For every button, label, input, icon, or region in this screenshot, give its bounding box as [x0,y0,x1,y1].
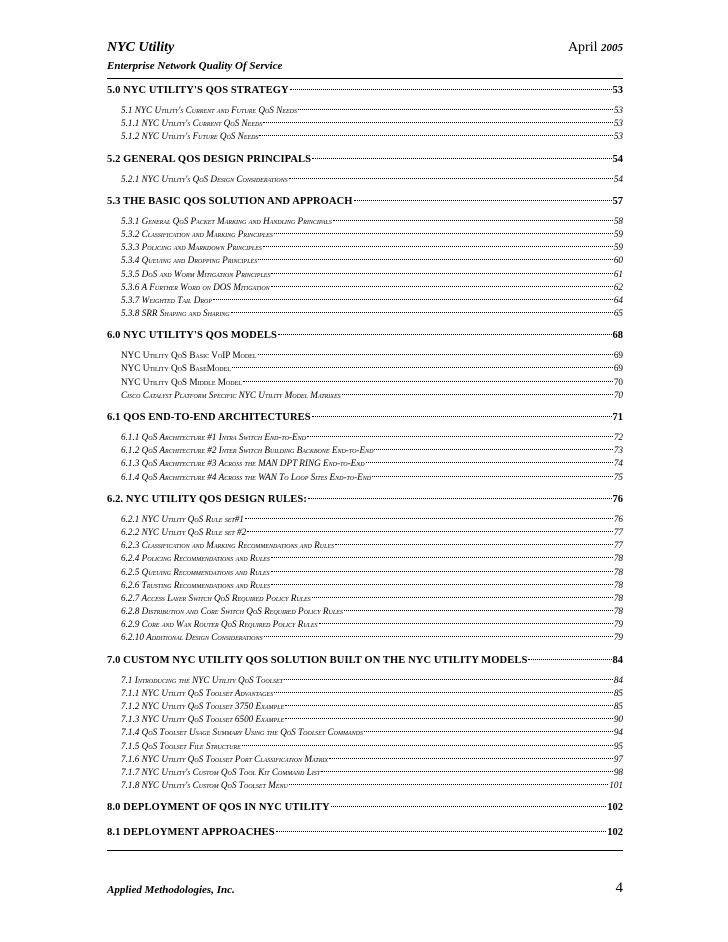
toc-entry-title: 6.1 QOS END-TO-END ARCHITECTURES [107,412,311,423]
toc-entry-title: 6.1.3 QoS Architecture #3 Across the MAN DPT RING End-to-End [121,458,365,469]
toc-page-number: 101 [609,780,623,791]
toc-page-number: 71 [612,412,623,423]
toc-subsection-entry[interactable] [107,254,623,267]
toc-subsection-entry[interactable] [107,241,623,254]
toc-page-number: 84 [612,654,623,666]
toc-page-number: 73 [613,445,623,456]
toc-dot-leader [231,312,613,313]
toc-dot-leader [242,745,613,746]
toc-entry-title: 6.2.8 Distribution and Core Switch QoS Required Policy Rules [121,606,343,617]
toc-subsection-entry[interactable] [107,592,623,605]
toc-dot-leader [232,367,613,368]
toc-entry-title: 6.2.2 NYC Utility QoS Rule set #2 [121,526,247,537]
toc-dot-leader [374,449,612,450]
toc-page-number: 94 [613,727,623,738]
toc-subsection-entry[interactable] [107,349,623,362]
toc-subsection-entry[interactable] [107,173,623,186]
toc-page-number: 77 [613,526,623,537]
toc-page-number: 78 [613,592,623,603]
toc-entry-title: 6.2. NYC UTILITY QOS DESIGN RULES: [107,493,307,505]
toc-entry-title: 6.1.2 QoS Architecture #2 Inter Switch Building Backbone End-to-End [121,445,374,456]
header-rule [107,78,623,79]
toc-entry-title: 6.2.10 Additional Design Considerations [121,632,263,643]
toc-subsection-entry[interactable] [107,631,623,644]
toc-page-number: 60 [613,255,623,266]
toc-entry-title: 7.1.2 NYC Utility QoS Toolset 3750 Example [121,701,285,711]
toc-dot-leader [263,246,613,247]
toc-dot-leader [284,679,613,680]
toc-page-number: 59 [613,242,623,253]
toc-entry-title: 5.3.3 Policing and Markdown Principles [121,242,262,253]
toc-page-number: 58 [613,215,623,226]
toc-dot-leader [258,354,613,355]
toc-page-number: 77 [613,540,623,551]
toc-entry-title: 5.3.1 General QoS Packet Marking and Handling Principals [121,215,332,226]
header-month: April [567,40,598,55]
toc-page-number: 79 [613,619,623,630]
toc-subsection-entry[interactable] [107,376,623,389]
toc-dot-leader [259,135,612,136]
toc-page-number: 68 [612,330,623,342]
toc-entry-title: NYC Utility QoS Middle Model [121,376,242,387]
toc-dot-leader [213,299,613,300]
toc-page-number: 102 [607,827,623,839]
toc-dot-leader [321,771,613,772]
toc-subsection-entry[interactable] [107,539,623,552]
toc-entry-title: 5.2 GENERAL QOS DESIGN PRINCIPALS [107,153,312,165]
toc-dot-leader [290,89,612,90]
toc-subsection-entry[interactable] [107,726,623,739]
toc-page-number: 78 [613,553,623,564]
toc-page-number: 72 [613,432,623,442]
toc-entry-title: 6.1.4 QoS Architecture #4 Across the WAN To Loop Sites End-to-End [121,471,372,482]
toc-dot-leader [335,544,613,545]
toc-entry-title: 5.1.1 NYC Utility's Current QoS Needs [121,118,263,129]
toc-subsection-entry[interactable] [107,566,623,579]
toc-subsection-entry[interactable] [107,130,623,143]
toc-page-number: 57 [612,195,623,207]
toc-entry-title: 7.1 Introducing the NYC Utility QoS Toolset [121,674,284,685]
toc-dot-leader [307,436,613,437]
toc-dot-leader [331,806,607,807]
toc-page-number: 84 [613,674,623,685]
toc-section-entry[interactable] [107,82,623,100]
toc-entry-title: 5.3.7 Weighted Tail Drop [121,294,212,305]
toc-page-number: 61 [613,268,623,279]
header-date [568,40,623,56]
toc-entry-title: 6.2.5 Queuing Recommendations and Rules [121,566,270,577]
toc-dot-leader [298,109,613,110]
toc-dot-leader [366,462,613,463]
toc-page-number: 69 [613,350,623,361]
toc-subsection-entry[interactable] [107,431,623,444]
toc-dot-leader [364,731,613,732]
toc-entry-title: 5.2.1 NYC Utility's QoS Design Considerations [121,173,288,184]
toc-page-number: 70 [613,389,623,400]
toc-section-entry[interactable] [107,193,623,211]
toc-page-number: 102 [607,802,623,814]
header-subtitle: Enterprise Network Quality Of Service [107,60,283,72]
toc-entry-title: 6.2.4 Policing Recommendations and Rules [121,553,270,564]
toc-entry-title: 6.1.1 QoS Architecture #1 Intra Switch End-to-End [121,432,306,442]
toc-dot-leader [354,200,612,201]
toc-subsection-entry[interactable] [107,444,623,457]
toc-entry-title: 6.2.6 Trusting Recommendations and Rules [121,579,271,590]
toc-page-number: 70 [613,376,623,387]
toc-entry-title: 7.1.4 QoS Toolset Usage Summary Using the QoS Toolset Commands [121,727,363,738]
toc-dot-leader [271,273,612,274]
toc-dot-leader [271,571,613,572]
toc-page-number: 97 [613,753,623,764]
toc-section-entry[interactable] [107,491,623,509]
toc-dot-leader [243,381,613,382]
toc-entry-title: 5.1 NYC Utility's Current and Future QoS Needs [121,105,297,115]
toc-dot-leader [285,718,613,719]
toc-page-number: 98 [613,766,623,777]
toc-dot-leader [289,178,613,179]
toc-entry-title: 7.1.6 NYC Utility QoS Toolset Port Classification Matrix [121,753,329,764]
toc-dot-leader [329,758,613,759]
toc-page-number: 75 [613,471,623,482]
toc-entry-title: 5.1.2 NYC Utility's Future QoS Needs [121,131,259,142]
toc-subsection-entry[interactable] [107,552,623,565]
toc-dot-leader [247,531,613,532]
toc-dot-leader [274,692,613,693]
toc-dot-leader [271,584,613,585]
toc-entry-title: 5.3 THE BASIC QOS SOLUTION AND APPROACH [107,195,353,207]
toc-page-number: 78 [613,579,623,590]
toc-entry-title: 7.1.7 NYC Utility's Custom QoS Tool Kit Command List [121,766,321,777]
toc-entry-title: 7.1.5 QoS Toolset File Structure [121,740,241,751]
toc-dot-leader [372,476,613,477]
toc-subsection-entry[interactable] [107,307,623,320]
toc-subsection-entry[interactable] [107,779,623,792]
toc-page-number: 62 [613,281,623,292]
toc-entry-title: NYC Utility QoS BaseModel [121,363,231,374]
toc-page-number: 85 [613,701,623,711]
header-year: 2005 [601,42,623,54]
toc-subsection-entry[interactable] [107,268,623,281]
toc-entry-title: 5.3.5 DoS and Worm Mitigation Principles [121,268,271,279]
toc-dot-leader [344,610,613,611]
toc-dot-leader [333,220,613,221]
toc-subsection-entry[interactable] [107,605,623,618]
toc-dot-leader [271,557,613,558]
toc-page-number: 64 [613,294,623,305]
toc-dot-leader [319,623,613,624]
toc-dot-leader [528,659,611,660]
header-title: NYC Utility [107,40,175,55]
toc-dot-leader [278,334,612,335]
toc-page-number: 54 [613,173,623,184]
toc-entry-title: 6.2.1 NYC Utility QoS Rule set#1 [121,513,244,524]
toc-entry-title: 5.3.2 Classification and Marking Principles [121,228,273,239]
toc-subsection-entry[interactable] [107,753,623,766]
toc-dot-leader [264,636,613,637]
toc-section-entry[interactable] [107,151,623,169]
toc-dot-leader [263,122,612,123]
toc-subsection-entry[interactable] [107,294,623,307]
toc-page-number: 76 [613,513,623,524]
toc-subsection-entry[interactable] [107,740,623,753]
toc-page-number: 65 [613,308,623,319]
toc-subsection-entry[interactable] [107,579,623,592]
toc-entry-title: 5.0 NYC UTILITY'S QOS STRATEGY [107,85,289,96]
toc-subsection-entry[interactable] [107,362,623,375]
toc-section-entry[interactable] [107,327,623,345]
toc-page-number: 59 [613,228,623,239]
toc-page-number: 78 [613,566,623,577]
toc-dot-leader [312,416,612,417]
toc-subsection-entry[interactable] [107,215,623,228]
toc-entry-title: 7.1.8 NYC Utility's Custom QoS Toolset Menu [121,780,288,791]
toc-subsection-entry[interactable] [107,228,623,241]
toc-page-number: 54 [612,153,623,165]
toc-subsection-entry[interactable] [107,471,623,484]
toc-subsection-entry[interactable] [107,526,623,539]
toc-entry-title: 8.1 DEPLOYMENT APPROACHES [107,827,275,839]
footer-company: Applied Methodologies, Inc. [107,884,235,896]
toc-dot-leader [285,705,613,706]
toc-page-number: 90 [613,714,623,725]
toc-page-number: 74 [613,458,623,469]
toc-dot-leader [342,394,613,395]
toc-dot-leader [308,498,612,499]
toc-page-number: 53 [613,105,623,115]
toc-entry-title: 6.2.3 Classification and Marking Recommendations and Rules [121,540,335,551]
toc-dot-leader [312,597,613,598]
toc-entry-title: 5.3.6 A Further Word on DOS Mitigation [121,281,270,292]
toc-entry-title: Cisco Catalyst Platform Specific NYC Utility Model Matrixes [121,389,341,400]
toc-subsection-entry[interactable] [107,618,623,631]
toc-dot-leader [245,518,613,519]
toc-dot-leader [274,233,613,234]
toc-dot-leader [258,259,613,260]
toc-entry-title: 6.2.9 Core and Wan Router QoS Required Policy Rules [121,619,318,630]
toc-subsection-entry[interactable] [107,700,623,713]
toc-page-number: 76 [612,493,623,505]
page-number: 4 [615,880,623,896]
toc-page-number: 95 [613,740,623,751]
toc-section-entry[interactable] [107,824,623,842]
toc-subsection-entry[interactable] [107,117,623,130]
toc-page-number: 69 [613,363,623,374]
toc-subsection-entry[interactable] [107,457,623,470]
toc-dot-leader [289,784,608,785]
toc-section-entry[interactable] [107,799,623,817]
toc-page-number: 53 [612,85,623,96]
toc-subsection-entry[interactable] [107,687,623,700]
toc-page-number: 79 [613,632,623,643]
toc-page-number: 53 [613,131,623,142]
toc-dot-leader [312,158,611,159]
toc-subsection-entry[interactable] [107,713,623,726]
toc-page-number: 78 [613,606,623,617]
table-of-contents [107,82,623,842]
toc-section-entry[interactable] [107,409,623,427]
toc-dot-leader [271,286,613,287]
toc-subsection-entry[interactable] [107,513,623,526]
toc-entry-title: 8.0 DEPLOYMENT OF QOS IN NYC UTILITY [107,802,330,814]
toc-entry-title: NYC Utility QoS Basic VoIP Model [121,350,257,361]
footer-rule [107,850,623,851]
toc-entry-title: 7.0 CUSTOM NYC UTILITY QOS SOLUTION BUILT ON THE NYC UTILITY MODELS [107,654,528,666]
toc-subsection-entry[interactable] [107,104,623,117]
toc-page-number: 53 [613,118,623,129]
toc-entry-title: 6.0 NYC UTILITY'S QOS MODELS [107,330,277,342]
toc-dot-leader [276,831,607,832]
toc-entry-title: 7.1.3 NYC Utility QoS Toolset 6500 Example [121,714,285,725]
toc-subsection-entry[interactable] [107,281,623,294]
toc-entry-title: 5.3.4 Queuing and Dropping Principles [121,255,258,266]
toc-entry-title: 7.1.1 NYC Utility QoS Toolset Advantages [121,687,274,698]
toc-subsection-entry[interactable] [107,674,623,687]
toc-page-number: 85 [613,687,623,698]
toc-subsection-entry[interactable] [107,389,623,402]
toc-section-entry[interactable] [107,652,623,670]
toc-entry-title: 5.3.8 SRR Shaping and Sharing [121,308,230,319]
toc-entry-title: 6.2.7 Access Layer Switch QoS Required Policy Rules [121,592,311,603]
toc-subsection-entry[interactable] [107,766,623,779]
